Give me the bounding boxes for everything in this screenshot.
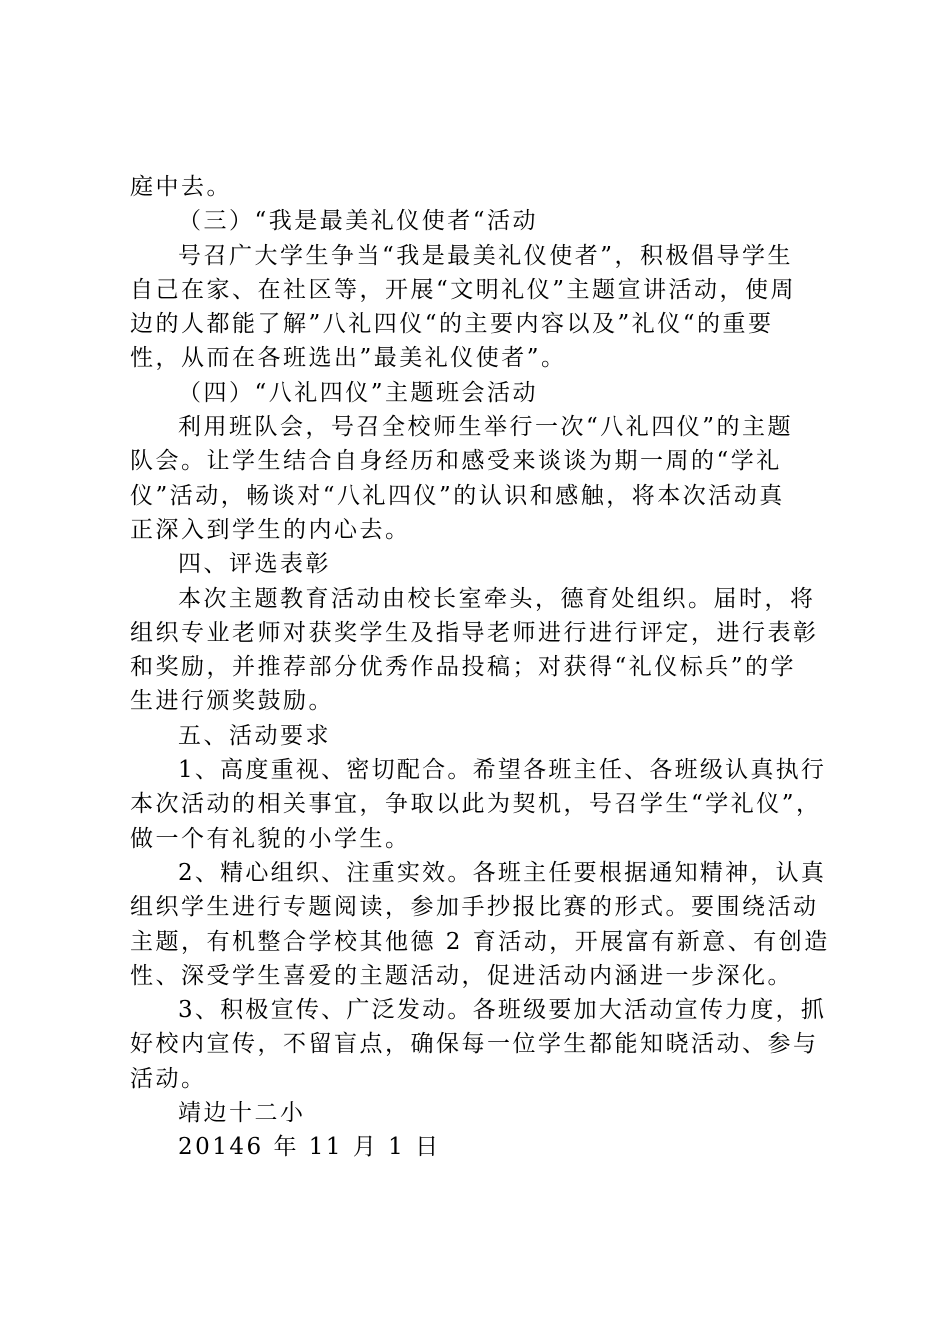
text-line: 号召广大学生争当“我是最美礼仪使者”，积极倡导学生 — [178, 242, 794, 269]
text-line: 1、高度重视、密切配合。希望各班主任、各班级认真执行 — [178, 757, 827, 784]
text-line: 3、积极宣传、广泛发动。各班级要加大活动宣传力度，抓 — [178, 997, 827, 1024]
text-line: 四、评选表彰 — [178, 551, 331, 578]
text-line: （三）“我是最美礼仪使者“活动 — [178, 208, 539, 235]
text-line: （四）“八礼四仪”主题班会活动 — [178, 379, 539, 406]
text-line: 自己在家、在社区等，开展“文明礼仪”主题宣讲活动，使周 — [130, 276, 797, 303]
text-line: 组织学生进行专题阅读，参加手抄报比赛的形式。要围绕活动 — [130, 894, 819, 921]
text-line: 正深入到学生的内心去。 — [130, 516, 411, 543]
text-line: 性，从而在各班选出”最美礼仪使者”。 — [130, 345, 567, 372]
text-line: 仪”活动，畅谈对“八礼四仪”的认识和感触，将本次活动真 — [130, 482, 785, 509]
text-line: 本次活动的相关事宜，争取以此为契机，号召学生“学礼仪”， — [130, 791, 822, 818]
signature-org: 靖边十二小 — [178, 1100, 306, 1127]
text-line: 和奖励，并推荐部分优秀作品投稿；对获得“礼仪标兵”的学 — [130, 654, 797, 681]
text-line: 2、精心组织、注重实效。各班主任要根据通知精神，认真 — [178, 859, 827, 886]
text-line: 本次主题教育活动由校长室牵头，德育处组织。届时，将 — [178, 585, 816, 612]
text-line: 队会。让学生结合自身经历和感受来谈谈为期一周的“学礼 — [130, 448, 782, 475]
text-line: 生进行颁奖鼓励。 — [130, 688, 334, 715]
document-body — [130, 170, 830, 1165]
text-line: 庭中去。 — [130, 174, 232, 200]
text-line: 做一个有礼貌的小学生。 — [130, 825, 411, 852]
text-line: 利用班队会，号召全校师生举行一次“八礼四仪”的主题 — [178, 414, 794, 441]
text-line: 性、深受学生喜爱的主题活动，促进活动内涵进一步深化。 — [130, 962, 793, 989]
text-line: 边的人都能了解”八礼四仪“的主要内容以及”礼仪“的重要 — [130, 311, 774, 338]
text-line: 好校内宣传，不留盲点，确保每一位学生都能知晓活动、参与 — [130, 1031, 819, 1058]
text-line: 主题，有机整合学校其他德 2 育活动，开展富有新意、有创造 — [130, 928, 830, 955]
signature-date: 20146 年 11 月 1 日 — [178, 1134, 441, 1161]
text-line: 五、活动要求 — [178, 722, 331, 749]
text-line: 组织专业老师对获奖学生及指导老师进行进行评定，进行表彰 — [130, 619, 819, 646]
text-line: 活动。 — [130, 1065, 207, 1092]
